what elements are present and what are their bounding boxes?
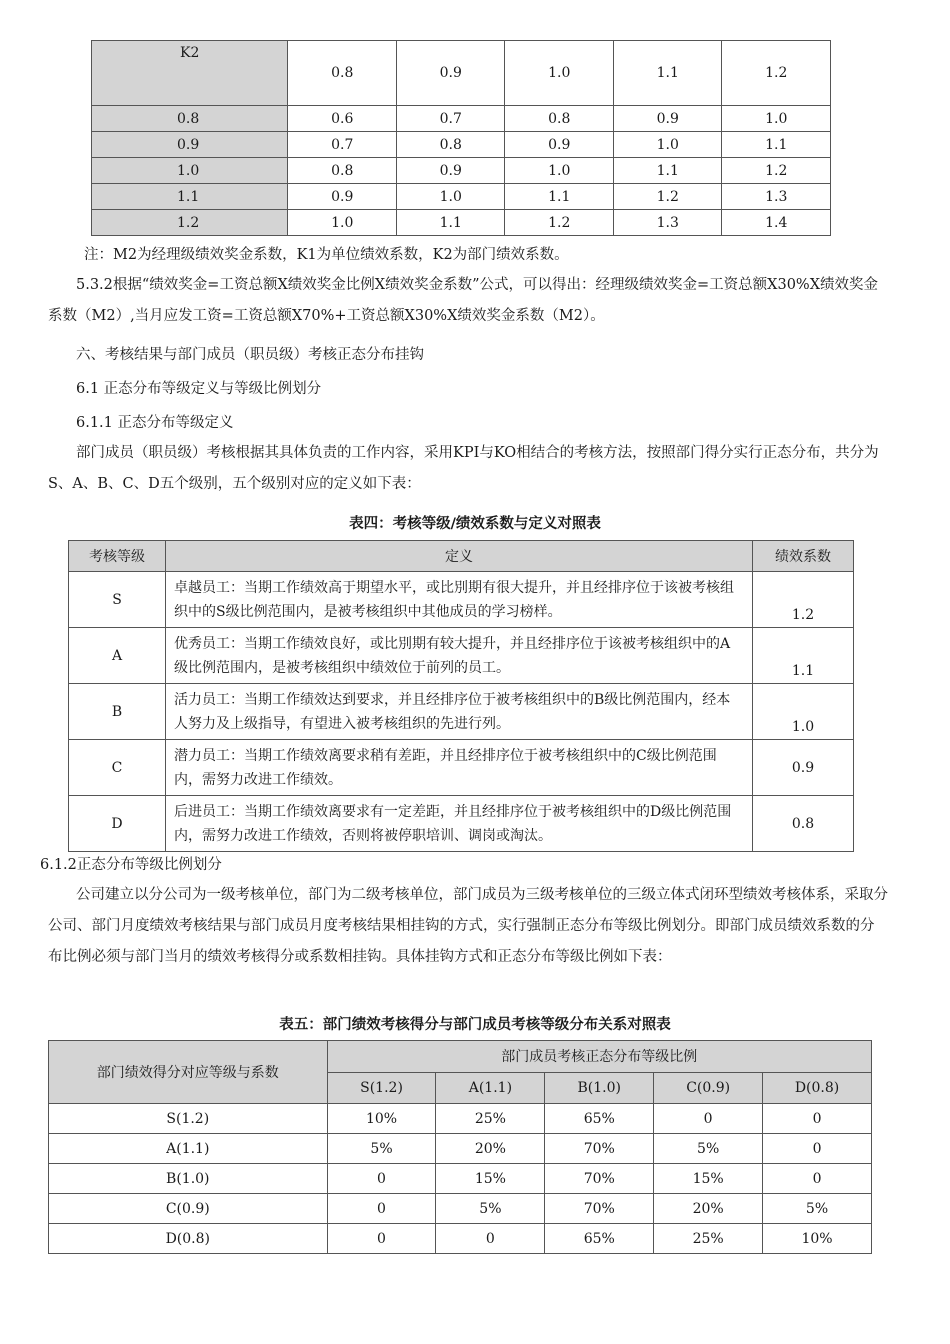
col-header: 1.0 xyxy=(505,41,614,106)
table-cell: 1.1 xyxy=(722,132,831,158)
header-grade: 考核等级 xyxy=(69,541,166,572)
table-cell: 5% xyxy=(763,1194,872,1224)
row-label: C(0.9) xyxy=(49,1194,328,1224)
table-note: 注：M2为经理级绩效奖金系数，K1为单位绩效系数，K2为部门绩效系数。 xyxy=(84,247,569,263)
table-row xyxy=(69,740,854,796)
table-cell: 1.0 xyxy=(396,184,505,210)
section-heading-6-1: 6.1 正态分布等级定义与等级比例划分 xyxy=(76,381,322,397)
col-header: C(0.9) xyxy=(654,1072,763,1104)
coef-cell: 0.8 xyxy=(753,796,854,852)
table-cell: 1.3 xyxy=(722,184,831,210)
grade-cell: S xyxy=(69,572,166,628)
table-cell: 25% xyxy=(436,1104,545,1134)
definition-cell: 优秀员工：当期工作绩效良好，或比別期有较大提升，并且经排序位于该被考核组织中的A级比例范围内，是被考核组织中绩效位于前列的员工。 xyxy=(166,628,753,684)
table-cell: 70% xyxy=(545,1134,654,1164)
table-cell: 0 xyxy=(327,1164,436,1194)
table-row xyxy=(49,1224,872,1254)
table-cell: 15% xyxy=(654,1164,763,1194)
table-cell: 1.4 xyxy=(722,210,831,236)
paragraph-5-3-2: 5.3.2根据“绩效奖金=工资总额X绩效奖金比例X绩效奖金系数”公式，可以得出：经理级绩效奖金=工资总额X30%X绩效奖金系数（M2）,当月应发工资=工资总额X70%+工资总额X30%X绩效奖金系数（M2）。 xyxy=(48,277,879,324)
group-header: 部门成员考核正态分布等级比例 xyxy=(327,1041,871,1073)
section-heading-6-1-1: 6.1.1 正态分布等级定义 xyxy=(76,415,234,431)
table-row xyxy=(69,572,854,628)
col-header: 0.8 xyxy=(288,41,397,106)
table-row xyxy=(92,132,831,158)
coef-cell: 1.1 xyxy=(753,628,854,684)
table-cell: 1.0 xyxy=(722,106,831,132)
row-header: 0.8 xyxy=(92,106,288,132)
paragraph-6-1-2: 公司建立以分公司为一级考核单位，部门为二级考核单位，部门成员为三级考核单位的三级立体式闭环型绩效考核体系，采取分公司、部门月度绩效考核结果与部门成员月度考核结果相挂钩的方式，实行强制正态分布等级比例划分。即部门成员绩效系数的分布比例必须与部门当月的绩效考核得分或系数相挂钩。具体挂钩方式和正态分布等级比例如下表： xyxy=(48,887,888,965)
grade-cell: C xyxy=(69,740,166,796)
row-header: 1.0 xyxy=(92,158,288,184)
row-header: 1.1 xyxy=(92,184,288,210)
section-heading-6: 六、考核结果与部门成员（职员级）考核正态分布挂钩 xyxy=(76,347,424,363)
paragraph-6-1-1: 部门成员（职员级）考核根据其具体负责的工作内容，采用KPI与KO相结合的考核方法，按照部门得分实行正态分布，共分为S、A、B、C、D五个级别，五个级别对应的定义如下表： xyxy=(48,445,879,492)
grade-cell: D xyxy=(69,796,166,852)
table-cell: 1.1 xyxy=(505,184,614,210)
definition-cell: 卓越员工：当期工作绩效高于期望水平，或比別期有很大提升，并且经排序位于该被考核组织中的S级比例范围内，是被考核组织中其他成员的学习榜样。 xyxy=(166,572,753,628)
table-cell: 5% xyxy=(327,1134,436,1164)
table-cell: 0 xyxy=(763,1134,872,1164)
col-header: A(1.1) xyxy=(436,1072,545,1104)
table-cell: 0 xyxy=(763,1164,872,1194)
table-header-row xyxy=(49,1041,872,1073)
grade-definition-table xyxy=(68,540,854,852)
table-cell: 1.1 xyxy=(613,158,722,184)
table-row xyxy=(92,106,831,132)
table-row xyxy=(92,158,831,184)
coef-cell: 1.2 xyxy=(753,572,854,628)
section-heading-6-1-2: 6.1.2正态分布等级比例划分 xyxy=(40,857,222,873)
corner-label: K2 xyxy=(180,45,200,61)
table-cell: 65% xyxy=(545,1224,654,1254)
coef-cell: 0.9 xyxy=(753,740,854,796)
table-row xyxy=(49,1134,872,1164)
col-header: 1.2 xyxy=(722,41,831,106)
table-cell: 0.9 xyxy=(396,158,505,184)
col-header: S(1.2) xyxy=(327,1072,436,1104)
table-cell: 5% xyxy=(654,1134,763,1164)
table-cell: 0 xyxy=(436,1224,545,1254)
table-row xyxy=(49,1194,872,1224)
row-header-title: 部门绩效得分对应等级与系数 xyxy=(49,1041,328,1104)
table-cell: 1.0 xyxy=(613,132,722,158)
table-row xyxy=(92,184,831,210)
table5-caption: 表五：部门绩效考核得分与部门成员考核等级分布关系对照表 xyxy=(279,1017,671,1033)
table-cell: 20% xyxy=(436,1134,545,1164)
table-cell: 0.9 xyxy=(505,132,614,158)
coefficient-matrix-table xyxy=(91,40,831,236)
table4-caption: 表四：考核等级/绩效系数与定义对照表 xyxy=(349,516,601,532)
table-cell: 1.2 xyxy=(613,184,722,210)
table-cell: 20% xyxy=(654,1194,763,1224)
grade-cell: B xyxy=(69,684,166,740)
table-cell: 0 xyxy=(327,1194,436,1224)
definition-cell: 活力员工：当期工作绩效达到要求，并且经排序位于被考核组织中的B级比例范围内，经本人努力及上级指导，有望进入被考核组织的先进行列。 xyxy=(166,684,753,740)
table-cell: 65% xyxy=(545,1104,654,1134)
table-header-row xyxy=(69,541,854,572)
row-label: B(1.0) xyxy=(49,1164,328,1194)
table-cell: 0.9 xyxy=(288,184,397,210)
table-cell: 0 xyxy=(654,1104,763,1134)
corner-header-cell xyxy=(92,41,288,106)
col-header: 1.1 xyxy=(613,41,722,106)
col-header: 0.9 xyxy=(396,41,505,106)
table-header-row xyxy=(92,41,831,106)
table-cell: 1.0 xyxy=(505,158,614,184)
table-cell: 0.8 xyxy=(396,132,505,158)
table-row xyxy=(69,628,854,684)
col-header: D(0.8) xyxy=(763,1072,872,1104)
table-cell: 15% xyxy=(436,1164,545,1194)
definition-cell: 潜力员工：当期工作绩效离要求稍有差距，并且经排序位于被考核组织中的C级比例范围内，需努力改进工作绩效。 xyxy=(166,740,753,796)
row-label: A(1.1) xyxy=(49,1134,328,1164)
coef-cell: 1.0 xyxy=(753,684,854,740)
row-label: D(0.8) xyxy=(49,1224,328,1254)
distribution-ratio-table xyxy=(48,1040,872,1254)
table-row xyxy=(69,684,854,740)
header-definition: 定义 xyxy=(166,541,753,572)
table-cell: 0 xyxy=(327,1224,436,1254)
table-cell: 0.6 xyxy=(288,106,397,132)
table-cell: 1.2 xyxy=(722,158,831,184)
row-label: S(1.2) xyxy=(49,1104,328,1134)
table-cell: 10% xyxy=(327,1104,436,1134)
table-cell: 0.9 xyxy=(613,106,722,132)
table-cell: 0.8 xyxy=(288,158,397,184)
table-cell: 0.7 xyxy=(396,106,505,132)
table-row xyxy=(92,210,831,236)
definition-cell: 后进员工：当期工作绩效离要求有一定差距，并且经排序位于被考核组织中的D级比例范围内，需努力改进工作绩效，否则将被停职培训、调岗或淘汰。 xyxy=(166,796,753,852)
table-row xyxy=(49,1104,872,1134)
table-cell: 0.8 xyxy=(505,106,614,132)
table-cell: 5% xyxy=(436,1194,545,1224)
table-cell: 0 xyxy=(763,1104,872,1134)
header-coef: 绩效系数 xyxy=(753,541,854,572)
table-cell: 25% xyxy=(654,1224,763,1254)
row-header: 1.2 xyxy=(92,210,288,236)
table-row xyxy=(49,1164,872,1194)
table-cell: 0.7 xyxy=(288,132,397,158)
grade-cell: A xyxy=(69,628,166,684)
col-header: B(1.0) xyxy=(545,1072,654,1104)
table-cell: 10% xyxy=(763,1224,872,1254)
table-cell: 1.0 xyxy=(288,210,397,236)
table-cell: 1.2 xyxy=(505,210,614,236)
table-cell: 1.1 xyxy=(396,210,505,236)
table-row xyxy=(69,796,854,852)
table-cell: 70% xyxy=(545,1164,654,1194)
table-cell: 70% xyxy=(545,1194,654,1224)
table-cell: 1.3 xyxy=(613,210,722,236)
row-header: 0.9 xyxy=(92,132,288,158)
